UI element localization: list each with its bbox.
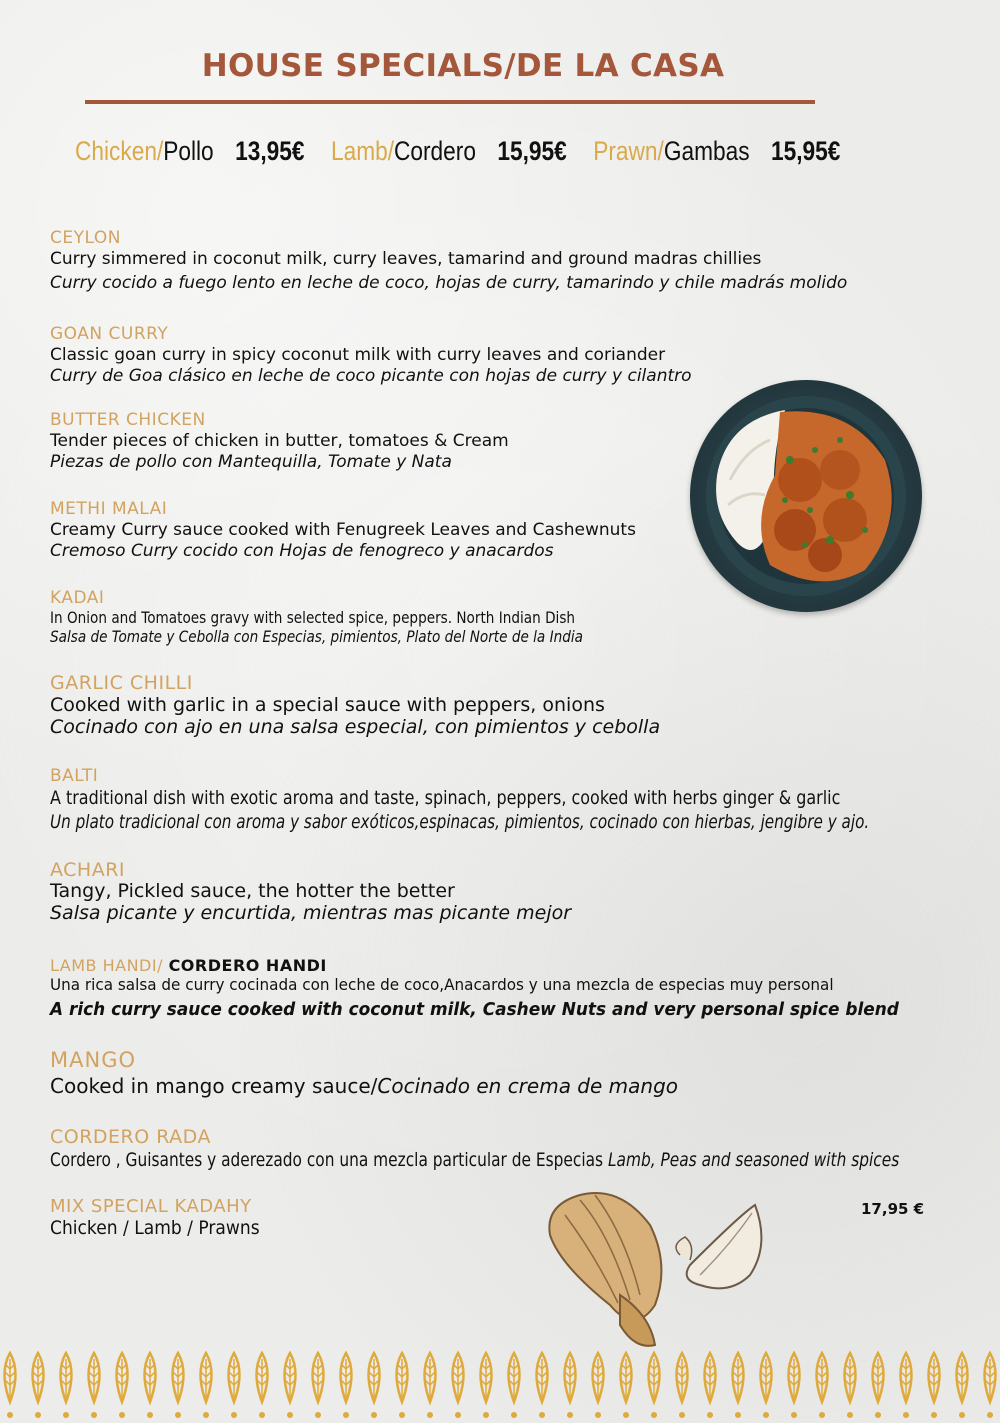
border-dot (119, 1412, 125, 1418)
price-prawn-en: Prawn/ (593, 136, 664, 166)
border-dot (903, 1412, 909, 1418)
menu-item-methi-malai (50, 499, 636, 562)
border-dot (511, 1412, 517, 1418)
spice-illustration (540, 1185, 790, 1355)
item-name: MANGO (50, 1048, 136, 1072)
curry-dish-image (690, 380, 922, 612)
item-desc-en: In Onion and Tomatoes gravy with selected spice, peppers. North Indian Dish (50, 608, 576, 627)
item-desc-es: Cocinado con ajo en una salsa especial, con pimientos y cebolla (50, 716, 661, 738)
leaf-border (0, 1347, 1000, 1423)
item-desc-en: Cooked in mango creamy sauce/ (50, 1074, 378, 1098)
menu-item-ceylon (50, 228, 847, 296)
border-dot (231, 1412, 237, 1418)
price-chicken-en: Chicken/ (75, 136, 164, 166)
item-name: CEYLON (50, 228, 121, 248)
menu-item-mango (50, 1048, 678, 1099)
item-name-es: CORDERO HANDI (168, 956, 327, 975)
item-name: KADAI (50, 588, 105, 608)
item-desc-es: Salsa picante y encurtida, mientras mas picante mejor (50, 902, 572, 924)
item-desc-en: Tender pieces of chicken in butter, tomatoes & Cream (50, 431, 509, 451)
item-desc (50, 1148, 899, 1172)
price-chicken-es: Pollo (163, 136, 214, 166)
border-dot (791, 1412, 797, 1418)
border-dot (399, 1412, 405, 1418)
border-dot (147, 1412, 153, 1418)
item-name: METHI MALAI (50, 499, 168, 519)
border-dot (567, 1412, 573, 1418)
item-desc (50, 1073, 678, 1099)
menu-item-mix-special-kadahy (50, 1196, 283, 1240)
item-desc-en: Lamb, Peas and seasoned with spices (607, 1149, 900, 1171)
item-desc-es: Cremoso Curry cocido con Hojas de fenogreco y anacardos (50, 541, 554, 561)
item-desc-en: Tangy, Pickled sauce, the hotter the better (50, 880, 455, 902)
menu-item-lamb-handi (50, 956, 953, 1025)
border-dot (959, 1412, 965, 1418)
item-desc-en: Curry simmered in coconut milk, curry leaves, tamarind and ground madras chillies (50, 249, 762, 269)
border-dot (931, 1412, 937, 1418)
menu-item-kadai (50, 588, 677, 646)
page-title: HOUSE SPECIALS/DE LA CASA (201, 48, 725, 84)
item-desc-en: A rich curry sauce cooked with coconut milk, Cashew Nuts and very personal spice blend (50, 999, 899, 1020)
border-dot (371, 1412, 377, 1418)
menu-item-cordero-rada (50, 1127, 1000, 1172)
menu-item-achari (50, 860, 571, 924)
border-dot (763, 1412, 769, 1418)
price-chicken-amount: 13,95€ (235, 136, 305, 166)
menu-item-balti (50, 766, 1000, 834)
border-dot (175, 1412, 181, 1418)
border-dot (455, 1412, 461, 1418)
item-desc-es: Salsa de Tomate y Cebolla con Especias, pimientos, Plato del Norte de la India (50, 627, 583, 646)
item-desc-es: Una rica salsa de curry cocinada con leche de coco,Anacardos y una mezcla de especias muy personal (50, 975, 834, 994)
item-desc-en: Chicken / Lamb / Prawns (50, 1217, 260, 1239)
item-desc-es: Curry de Goa clásico en leche de coco picante con hojas de curry y cilantro (50, 366, 692, 386)
border-dot (623, 1412, 629, 1418)
item-desc-en: Cooked with garlic in a special sauce with peppers, onions (50, 694, 605, 716)
menu-item-goan-curry (50, 324, 692, 387)
item-name: BUTTER CHICKEN (50, 410, 206, 430)
border-dot (679, 1412, 685, 1418)
border-dot (651, 1412, 657, 1418)
border-dot (315, 1412, 321, 1418)
border-dot (819, 1412, 825, 1418)
border-dot (7, 1412, 13, 1418)
menu-item-garlic-chilli (50, 672, 660, 738)
border-dot (595, 1412, 601, 1418)
item-desc-en: A traditional dish with exotic aroma and taste, spinach, peppers, cooked with herbs ginger & garlic (50, 787, 841, 809)
item-name: CORDERO RADA (50, 1126, 211, 1148)
border-dot (35, 1412, 41, 1418)
border-dot (63, 1412, 69, 1418)
item-desc-en: Creamy Curry sauce cooked with Fenugreek Leaves and Cashewnuts (50, 520, 636, 540)
item-desc-es: Piezas de pollo con Mantequilla, Tomate y Nata (50, 452, 452, 472)
border-dot (847, 1412, 853, 1418)
item-desc-es: Cordero , Guisantes y aderezado con una mezcla particular de Especias (50, 1149, 608, 1171)
border-dot (91, 1412, 97, 1418)
mix-special-price: 17,95 € (861, 1200, 925, 1218)
price-lamb-es: Cordero (394, 136, 476, 166)
price-line (75, 136, 861, 167)
border-dot (483, 1412, 489, 1418)
border-dot (875, 1412, 881, 1418)
item-name: GARLIC CHILLI (50, 672, 193, 694)
border-dot (539, 1412, 545, 1418)
item-desc-en: Classic goan curry in spicy coconut milk with curry leaves and coriander (50, 345, 666, 365)
item-desc-es: Curry cocido a fuego lento en leche de coco, hojas de curry, tamarindo y chile madrás molido (50, 273, 848, 293)
price-lamb-en: Lamb/ (330, 136, 395, 166)
menu-item-butter-chicken (50, 410, 509, 473)
item-name: MIX SPECIAL KADAHY (50, 1196, 252, 1217)
price-prawn-es: Gambas (663, 136, 750, 166)
item-desc-es: Un plato tradicional con aroma y sabor exóticos,espinacas, pimientos, cocinado con hierbas, jengibre y ajo. (50, 811, 870, 833)
price-prawn-amount: 15,95€ (770, 136, 841, 166)
border-dot (427, 1412, 433, 1418)
item-desc-es: Cocinado en crema de mango (377, 1074, 679, 1098)
price-lamb-amount: 15,95€ (497, 136, 567, 166)
title-divider (85, 100, 815, 104)
border-dot (735, 1412, 741, 1418)
border-dot (203, 1412, 209, 1418)
item-name: LAMB HANDI/ CORDERO HANDI (50, 956, 327, 975)
item-name: ACHARI (50, 859, 126, 881)
item-name: BALTI (50, 766, 99, 786)
border-dot (987, 1412, 993, 1418)
border-dot (287, 1412, 293, 1418)
border-dot (343, 1412, 349, 1418)
item-name: GOAN CURRY (50, 324, 169, 344)
border-dot (707, 1412, 713, 1418)
border-dot (259, 1412, 265, 1418)
